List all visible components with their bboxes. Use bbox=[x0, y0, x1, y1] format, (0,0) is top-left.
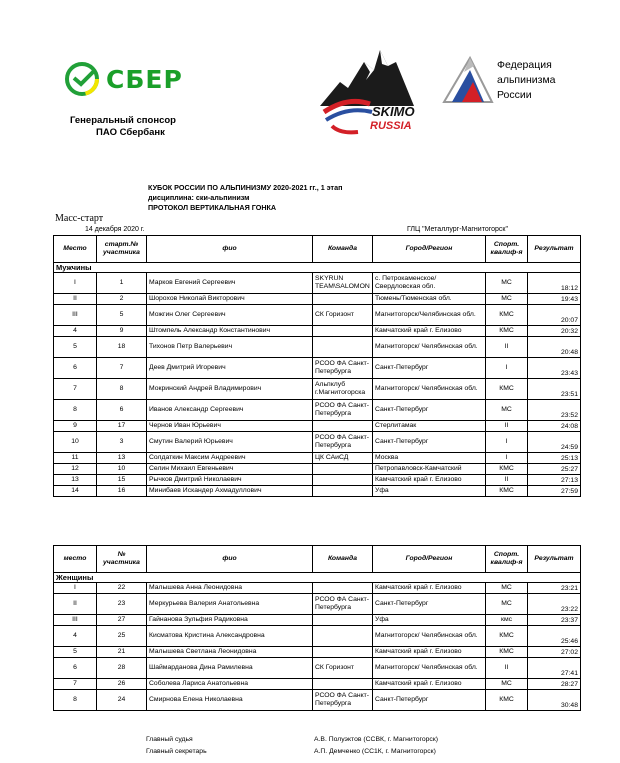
official-role: Главный судья bbox=[146, 736, 193, 743]
protocol-heading bbox=[148, 183, 342, 213]
region-cell: Санкт-Петербург bbox=[373, 400, 486, 421]
rank-cell: II bbox=[486, 337, 528, 358]
name-cell: Малышева Анна Леонидовна bbox=[147, 583, 313, 594]
start-number-cell: 10 bbox=[97, 464, 147, 475]
rank-cell: КМС bbox=[486, 626, 528, 647]
result-cell: 24:08 bbox=[528, 421, 581, 432]
result-cell: 23:51 bbox=[528, 379, 581, 400]
women-results-table bbox=[53, 545, 581, 711]
team-cell bbox=[313, 326, 373, 337]
team-cell bbox=[313, 464, 373, 475]
result-cell: 25:27 bbox=[528, 464, 581, 475]
official-role: Главный секретарь bbox=[146, 748, 207, 755]
team-cell bbox=[313, 475, 373, 486]
russia-text: RUSSIA bbox=[370, 120, 412, 132]
start-number-cell: 18 bbox=[97, 337, 147, 358]
rank-cell: МС bbox=[486, 583, 528, 594]
team-cell: SKYRUN TEAM\SALOMON bbox=[313, 273, 373, 294]
rank-cell: КМС bbox=[486, 326, 528, 337]
name-cell: Рычков Дмитрий Николаевич bbox=[147, 475, 313, 486]
region-cell: Магнитогорск/ Челябинская обл. bbox=[373, 626, 486, 647]
rank-cell: I bbox=[486, 453, 528, 464]
mountain-flag-icon bbox=[440, 52, 496, 108]
result-cell: 18:12 bbox=[528, 273, 581, 294]
region-cell: Магнитогорск/ Челябинская обл. bbox=[373, 337, 486, 358]
rank-cell: кмс bbox=[486, 615, 528, 626]
table-row bbox=[54, 358, 581, 379]
name-cell: Селин Михаил Евгеньевич bbox=[147, 464, 313, 475]
result-cell: 30:48 bbox=[528, 690, 581, 711]
federation-name bbox=[497, 58, 556, 103]
name-cell: Гайнанова Зульфия Радиковна bbox=[147, 615, 313, 626]
place-cell: 5 bbox=[54, 647, 97, 658]
name-cell: Смирнова Елена Николаевна bbox=[147, 690, 313, 711]
name-cell: Чернов Иван Юрьевич bbox=[147, 421, 313, 432]
men-results-table bbox=[53, 235, 581, 497]
group-row bbox=[54, 263, 581, 273]
official-name: А.В. Полуэктов (ССВК, г. Магнитогорск) bbox=[314, 736, 439, 743]
skimo-russia-logo bbox=[318, 44, 416, 136]
rank-cell: I bbox=[486, 358, 528, 379]
table-row bbox=[54, 337, 581, 358]
event-date: 14 декабря 2020 г. bbox=[85, 226, 145, 233]
rank-cell: КМС bbox=[486, 464, 528, 475]
name-cell: Кисматова Кристина Александровна bbox=[147, 626, 313, 647]
name-cell: Марков Евгений Сергеевич bbox=[147, 273, 313, 294]
sber-wordmark: СБЕР bbox=[106, 65, 183, 94]
start-number-cell: 9 bbox=[97, 326, 147, 337]
table-row bbox=[54, 583, 581, 594]
result-cell: 25:46 bbox=[528, 626, 581, 647]
name-cell: Меркурьева Валерия Анатольевна bbox=[147, 594, 313, 615]
start-number-cell: 1 bbox=[97, 273, 147, 294]
result-cell: 23:37 bbox=[528, 615, 581, 626]
start-number-cell: 3 bbox=[97, 432, 147, 453]
result-cell: 27:02 bbox=[528, 647, 581, 658]
region-cell: Камчатский край г. Елизово bbox=[373, 583, 486, 594]
rank-cell: II bbox=[486, 421, 528, 432]
rank-cell: КМС bbox=[486, 647, 528, 658]
sber-logo bbox=[62, 59, 202, 99]
skimo-text: SKIMO bbox=[372, 104, 415, 119]
official-chief-judge bbox=[146, 736, 438, 743]
place-cell: III bbox=[54, 305, 97, 326]
start-number-cell: 23 bbox=[97, 594, 147, 615]
result-cell: 20:32 bbox=[528, 326, 581, 337]
region-cell: Санкт-Петербург bbox=[373, 690, 486, 711]
start-number-cell: 7 bbox=[97, 358, 147, 379]
place-cell: 13 bbox=[54, 475, 97, 486]
start-number-cell: 5 bbox=[97, 305, 147, 326]
place-cell: 7 bbox=[54, 379, 97, 400]
rank-cell: МС bbox=[486, 679, 528, 690]
table-header-row bbox=[54, 546, 581, 573]
place-cell: 4 bbox=[54, 326, 97, 337]
region-cell: Магнитогорск/ Челябинская обл. bbox=[373, 379, 486, 400]
result-cell: 28:27 bbox=[528, 679, 581, 690]
start-number-cell: 21 bbox=[97, 647, 147, 658]
region-cell: Санкт-Петербург bbox=[373, 594, 486, 615]
place-cell: 11 bbox=[54, 453, 97, 464]
team-cell: РСОО ФА Санкт-Петербурга bbox=[313, 594, 373, 615]
place-cell: 7 bbox=[54, 679, 97, 690]
result-cell: 24:59 bbox=[528, 432, 581, 453]
heading-discipline: дисциплина: ски-альпинизм bbox=[148, 193, 250, 202]
rank-cell: II bbox=[486, 475, 528, 486]
team-cell bbox=[313, 421, 373, 432]
start-number-cell: 15 bbox=[97, 475, 147, 486]
start-number-cell: 28 bbox=[97, 658, 147, 679]
column-header: № участника bbox=[97, 546, 147, 573]
place-cell: 8 bbox=[54, 400, 97, 421]
result-cell: 23:22 bbox=[528, 594, 581, 615]
table-row bbox=[54, 626, 581, 647]
start-number-cell: 22 bbox=[97, 583, 147, 594]
start-number-cell: 2 bbox=[97, 294, 147, 305]
start-number-cell: 8 bbox=[97, 379, 147, 400]
region-cell: Тюмень/Тюменская обл. bbox=[373, 294, 486, 305]
region-cell: с. Петрокаменское/ Свердловская обл. bbox=[373, 273, 486, 294]
result-cell: 27:13 bbox=[528, 475, 581, 486]
team-cell: СК Горизонт bbox=[313, 658, 373, 679]
federation-line2: альпинизма bbox=[497, 74, 556, 86]
team-cell: РСОО ФА Санкт-Петербурга bbox=[313, 690, 373, 711]
name-cell: Мокринский Андрей Владимирович bbox=[147, 379, 313, 400]
result-cell: 27:59 bbox=[528, 486, 581, 497]
column-header: Команда bbox=[313, 546, 373, 573]
table-row bbox=[54, 453, 581, 464]
table-row bbox=[54, 326, 581, 337]
official-chief-secretary bbox=[146, 748, 436, 755]
place-cell: 6 bbox=[54, 658, 97, 679]
name-cell: Шаймарданова Дина Рамилевна bbox=[147, 658, 313, 679]
result-cell: 23:21 bbox=[528, 583, 581, 594]
result-cell: 19:43 bbox=[528, 294, 581, 305]
rank-cell: КМС bbox=[486, 379, 528, 400]
table-row bbox=[54, 273, 581, 294]
column-header: Спорт. квалиф-я bbox=[486, 546, 528, 573]
name-cell: Минибаев Искандер Ахмадуллович bbox=[147, 486, 313, 497]
place-cell: II bbox=[54, 594, 97, 615]
result-cell: 23:52 bbox=[528, 400, 581, 421]
place-cell: 14 bbox=[54, 486, 97, 497]
sber-circle-icon bbox=[62, 59, 102, 99]
place-cell: 8 bbox=[54, 690, 97, 711]
region-cell: Камчатский край г. Елизово bbox=[373, 647, 486, 658]
table-row bbox=[54, 475, 581, 486]
region-cell: Магнитогорск/ Челябинская обл. bbox=[373, 658, 486, 679]
start-number-cell: 17 bbox=[97, 421, 147, 432]
heading-protocol: ПРОТОКОЛ ВЕРТИКАЛЬНАЯ ГОНКА bbox=[148, 203, 277, 212]
start-number-cell: 27 bbox=[97, 615, 147, 626]
team-cell: РСОО ФА Санкт-Петербурга bbox=[313, 358, 373, 379]
team-cell bbox=[313, 647, 373, 658]
sponsor-caption bbox=[70, 115, 176, 139]
table-row bbox=[54, 400, 581, 421]
rank-cell: II bbox=[486, 658, 528, 679]
place-cell: II bbox=[54, 294, 97, 305]
column-header: Место bbox=[54, 236, 97, 263]
column-header: Город/Регион bbox=[373, 236, 486, 263]
result-cell: 20:07 bbox=[528, 305, 581, 326]
start-number-cell: 26 bbox=[97, 679, 147, 690]
place-cell: I bbox=[54, 583, 97, 594]
column-header: Результат bbox=[528, 546, 581, 573]
place-cell: 12 bbox=[54, 464, 97, 475]
table-row bbox=[54, 615, 581, 626]
table-row bbox=[54, 379, 581, 400]
place-cell: 6 bbox=[54, 358, 97, 379]
place-cell: 10 bbox=[54, 432, 97, 453]
column-header: место bbox=[54, 546, 97, 573]
place-cell: III bbox=[54, 615, 97, 626]
team-cell bbox=[313, 626, 373, 647]
table-row bbox=[54, 690, 581, 711]
region-cell: Петропавловск-Камчатский bbox=[373, 464, 486, 475]
sponsor-line2: ПАО Сбербанк bbox=[96, 127, 165, 138]
region-cell: Камчатский край г. Елизово bbox=[373, 475, 486, 486]
region-cell: Уфа bbox=[373, 486, 486, 497]
federation-logo bbox=[440, 52, 590, 112]
rank-cell: МС bbox=[486, 594, 528, 615]
team-cell bbox=[313, 337, 373, 358]
column-header: Город/Регион bbox=[373, 546, 486, 573]
result-cell: 20:48 bbox=[528, 337, 581, 358]
heading-title: КУБОК РОССИИ ПО АЛЬПИНИЗМУ 2020-2021 гг., 1 этап bbox=[148, 183, 343, 192]
federation-line3: России bbox=[497, 89, 532, 101]
region-cell: Санкт-Петербург bbox=[373, 432, 486, 453]
team-cell bbox=[313, 294, 373, 305]
table-row bbox=[54, 305, 581, 326]
name-cell: Можгин Олег Сергеевич bbox=[147, 305, 313, 326]
column-header: Команда bbox=[313, 236, 373, 263]
table-row bbox=[54, 594, 581, 615]
federation-line1: Федерация bbox=[497, 59, 552, 71]
place-cell: 4 bbox=[54, 626, 97, 647]
name-cell: Тихонов Петр Валерьевич bbox=[147, 337, 313, 358]
group-label: Мужчины bbox=[54, 263, 581, 273]
table-row bbox=[54, 647, 581, 658]
team-cell: РСОО ФА Санкт-Петербурга bbox=[313, 400, 373, 421]
name-cell: Смутин Валерий Юрьевич bbox=[147, 432, 313, 453]
result-cell: 25:13 bbox=[528, 453, 581, 464]
table-row bbox=[54, 658, 581, 679]
group-row bbox=[54, 573, 581, 583]
name-cell: Деев Дмитрий Игоревич bbox=[147, 358, 313, 379]
name-cell: Солдаткин Максим Андреевич bbox=[147, 453, 313, 464]
start-number-cell: 6 bbox=[97, 400, 147, 421]
mass-start-label: Масс-старт bbox=[55, 213, 104, 224]
column-header: фио bbox=[147, 236, 313, 263]
rank-cell: КМС bbox=[486, 305, 528, 326]
start-number-cell: 16 bbox=[97, 486, 147, 497]
team-cell: РСОО ФА Санкт-Петербурга bbox=[313, 432, 373, 453]
team-cell bbox=[313, 486, 373, 497]
name-cell: Шорохов Николай Викторович bbox=[147, 294, 313, 305]
official-name: А.П. Демченко (СС1К, г. Магнитогорск) bbox=[314, 748, 436, 755]
region-cell: Москва bbox=[373, 453, 486, 464]
name-cell: Малышева Светлана Леонидовна bbox=[147, 647, 313, 658]
table-row bbox=[54, 294, 581, 305]
table-row bbox=[54, 679, 581, 690]
place-cell: 9 bbox=[54, 421, 97, 432]
table-row bbox=[54, 486, 581, 497]
name-cell: Иванов Александр Сергеевич bbox=[147, 400, 313, 421]
start-number-cell: 25 bbox=[97, 626, 147, 647]
place-cell: 5 bbox=[54, 337, 97, 358]
region-cell: Уфа bbox=[373, 615, 486, 626]
column-header: Результат bbox=[528, 236, 581, 263]
event-venue: ГЛЦ "Металлург-Магнитогорск" bbox=[407, 226, 508, 233]
region-cell: Камчатский край г. Елизово bbox=[373, 679, 486, 690]
table-row bbox=[54, 432, 581, 453]
place-cell: I bbox=[54, 273, 97, 294]
rank-cell: МС bbox=[486, 400, 528, 421]
start-number-cell: 24 bbox=[97, 690, 147, 711]
sponsor-line1: Генеральный спонсор bbox=[70, 115, 176, 126]
table-row bbox=[54, 421, 581, 432]
column-header: старт.№ участника bbox=[97, 236, 147, 263]
team-cell: Альпклуб г.Магнитогорска bbox=[313, 379, 373, 400]
column-header: фио bbox=[147, 546, 313, 573]
rank-cell: МС bbox=[486, 273, 528, 294]
rank-cell: КМС bbox=[486, 690, 528, 711]
team-cell: СК Горизонт bbox=[313, 305, 373, 326]
name-cell: Штомпель Александр Константинович bbox=[147, 326, 313, 337]
table-row bbox=[54, 464, 581, 475]
column-header: Спорт. квалиф-я bbox=[486, 236, 528, 263]
group-label: Женщины bbox=[54, 573, 581, 583]
team-cell bbox=[313, 583, 373, 594]
table-header-row bbox=[54, 236, 581, 263]
team-cell bbox=[313, 615, 373, 626]
rank-cell: I bbox=[486, 432, 528, 453]
region-cell: Санкт-Петербург bbox=[373, 358, 486, 379]
rank-cell: КМС bbox=[486, 486, 528, 497]
name-cell: Соболева Лариса Анатольевна bbox=[147, 679, 313, 690]
team-cell bbox=[313, 679, 373, 690]
rank-cell: МС bbox=[486, 294, 528, 305]
region-cell: Камчатский край г. Елизово bbox=[373, 326, 486, 337]
team-cell: ЦК САиСД bbox=[313, 453, 373, 464]
region-cell: Магнитогорск/Челябинская обл. bbox=[373, 305, 486, 326]
start-number-cell: 13 bbox=[97, 453, 147, 464]
region-cell: Стерлитамак bbox=[373, 421, 486, 432]
result-cell: 27:41 bbox=[528, 658, 581, 679]
result-cell: 23:43 bbox=[528, 358, 581, 379]
